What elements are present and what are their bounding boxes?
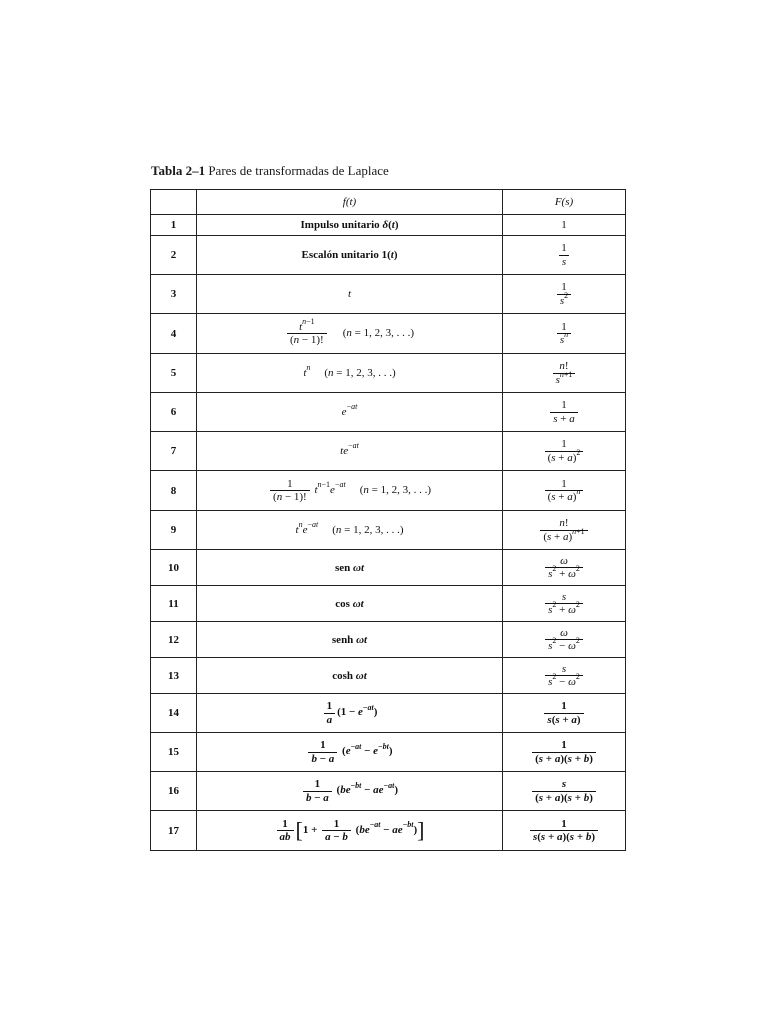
table-header-row: [151, 190, 626, 215]
header-f-of-t: f(t): [197, 190, 503, 215]
laplace-transform: $\frac{1}{s(s + a)}$: [503, 694, 626, 733]
laplace-transform: $\frac{n!}{s^{n+1}}$: [503, 354, 626, 393]
table-caption: [151, 163, 389, 179]
row-number: 10: [151, 550, 197, 586]
table-row: [151, 622, 626, 658]
laplace-transform: $\frac{1}{(s + a)^n}$: [503, 471, 626, 511]
time-function: cosh ωt: [197, 658, 503, 694]
laplace-transform: $\frac{1}{s}$: [503, 236, 626, 275]
laplace-transform: $\frac{1}{(s + a)(s + b)}$: [503, 733, 626, 772]
row-number: 5: [151, 354, 197, 393]
header-F-of-s: F(s): [503, 190, 626, 215]
table-row: [151, 432, 626, 471]
table-row: [151, 314, 626, 354]
time-function: $e^{-at}$: [197, 393, 503, 432]
table-row: [151, 772, 626, 811]
row-number: 2: [151, 236, 197, 275]
time-function: $\frac{t^{n-1}}{(n - 1)!}$ (n = 1, 2, 3, . . .): [197, 314, 503, 354]
table-row: [151, 586, 626, 622]
row-number: 9: [151, 511, 197, 550]
table-row: [151, 511, 626, 550]
laplace-transform: $\frac{s}{(s + a)(s + b)}$: [503, 772, 626, 811]
time-function: $\frac{1}{(n - 1)!}$ $t^{n-1}e^{-at}$ (n = 1, 2, 3, . . .): [197, 471, 503, 511]
time-function: $\frac{1}{b - a}$ $(e^{-at} - e^{-bt})$: [197, 733, 503, 772]
time-function: Impulso unitario δ(t): [197, 215, 503, 236]
laplace-transform: $\frac{\omega}{s^2 - \omega^2}$: [503, 622, 626, 658]
table-body: [151, 215, 626, 851]
row-number: 15: [151, 733, 197, 772]
table-row: [151, 550, 626, 586]
time-function: $\frac{1}{a}$ $(1 - e^{-at})$: [197, 694, 503, 733]
laplace-transform-table: [150, 189, 626, 851]
table-row: [151, 275, 626, 314]
table-caption-title: Pares de transformadas de Laplace: [208, 163, 389, 178]
table-row: [151, 354, 626, 393]
row-number: 11: [151, 586, 197, 622]
row-number: 8: [151, 471, 197, 511]
row-number: 12: [151, 622, 197, 658]
table-row: [151, 236, 626, 275]
time-function: $t^ne^{-at}$ (n = 1, 2, 3, . . .): [197, 511, 503, 550]
row-number: 3: [151, 275, 197, 314]
laplace-transform: $\frac{1}{s^n}$: [503, 314, 626, 354]
row-number: 6: [151, 393, 197, 432]
table-row: [151, 658, 626, 694]
time-function: cos ωt: [197, 586, 503, 622]
table-row: [151, 215, 626, 236]
laplace-transform: $\frac{1}{s(s + a)(s + b)}$: [503, 811, 626, 851]
laplace-transform: $\frac{1}{(s + a)^2}$: [503, 432, 626, 471]
time-function: senh ωt: [197, 622, 503, 658]
time-function: $\frac{1}{ab}$ [1 + $\frac{1}{a - b}$ $(be^{-at} - ae^{-bt})$]: [197, 811, 503, 851]
time-function: sen ωt: [197, 550, 503, 586]
row-number: 1: [151, 215, 197, 236]
laplace-transform: $\frac{\omega}{s^2 + \omega^2}$: [503, 550, 626, 586]
header-number: [151, 190, 197, 215]
time-function: t: [197, 275, 503, 314]
table-row: [151, 471, 626, 511]
table-row: [151, 811, 626, 851]
time-function: Escalón unitario 1(t): [197, 236, 503, 275]
laplace-transform: $\frac{n!}{(s + a)^{n+1}}$: [503, 511, 626, 550]
time-function: $\frac{1}{b - a}$ $(be^{-bt} - ae^{-at})$: [197, 772, 503, 811]
table-row: [151, 694, 626, 733]
row-number: 16: [151, 772, 197, 811]
row-number: 13: [151, 658, 197, 694]
laplace-transform: $\frac{s}{s^2 + \omega^2}$: [503, 586, 626, 622]
table-caption-label: Tabla 2–1: [151, 163, 206, 178]
laplace-transform: $\frac{1}{s + a}$: [503, 393, 626, 432]
table-row: [151, 733, 626, 772]
laplace-transform: $\frac{1}{s^2}$: [503, 275, 626, 314]
time-function: $t^n$ (n = 1, 2, 3, . . .): [197, 354, 503, 393]
table-row: [151, 393, 626, 432]
row-number: 7: [151, 432, 197, 471]
row-number: 17: [151, 811, 197, 851]
laplace-transform: 1: [503, 215, 626, 236]
laplace-transform: $\frac{s}{s^2 - \omega^2}$: [503, 658, 626, 694]
row-number: 14: [151, 694, 197, 733]
time-function: $te^{-at}$: [197, 432, 503, 471]
row-number: 4: [151, 314, 197, 354]
